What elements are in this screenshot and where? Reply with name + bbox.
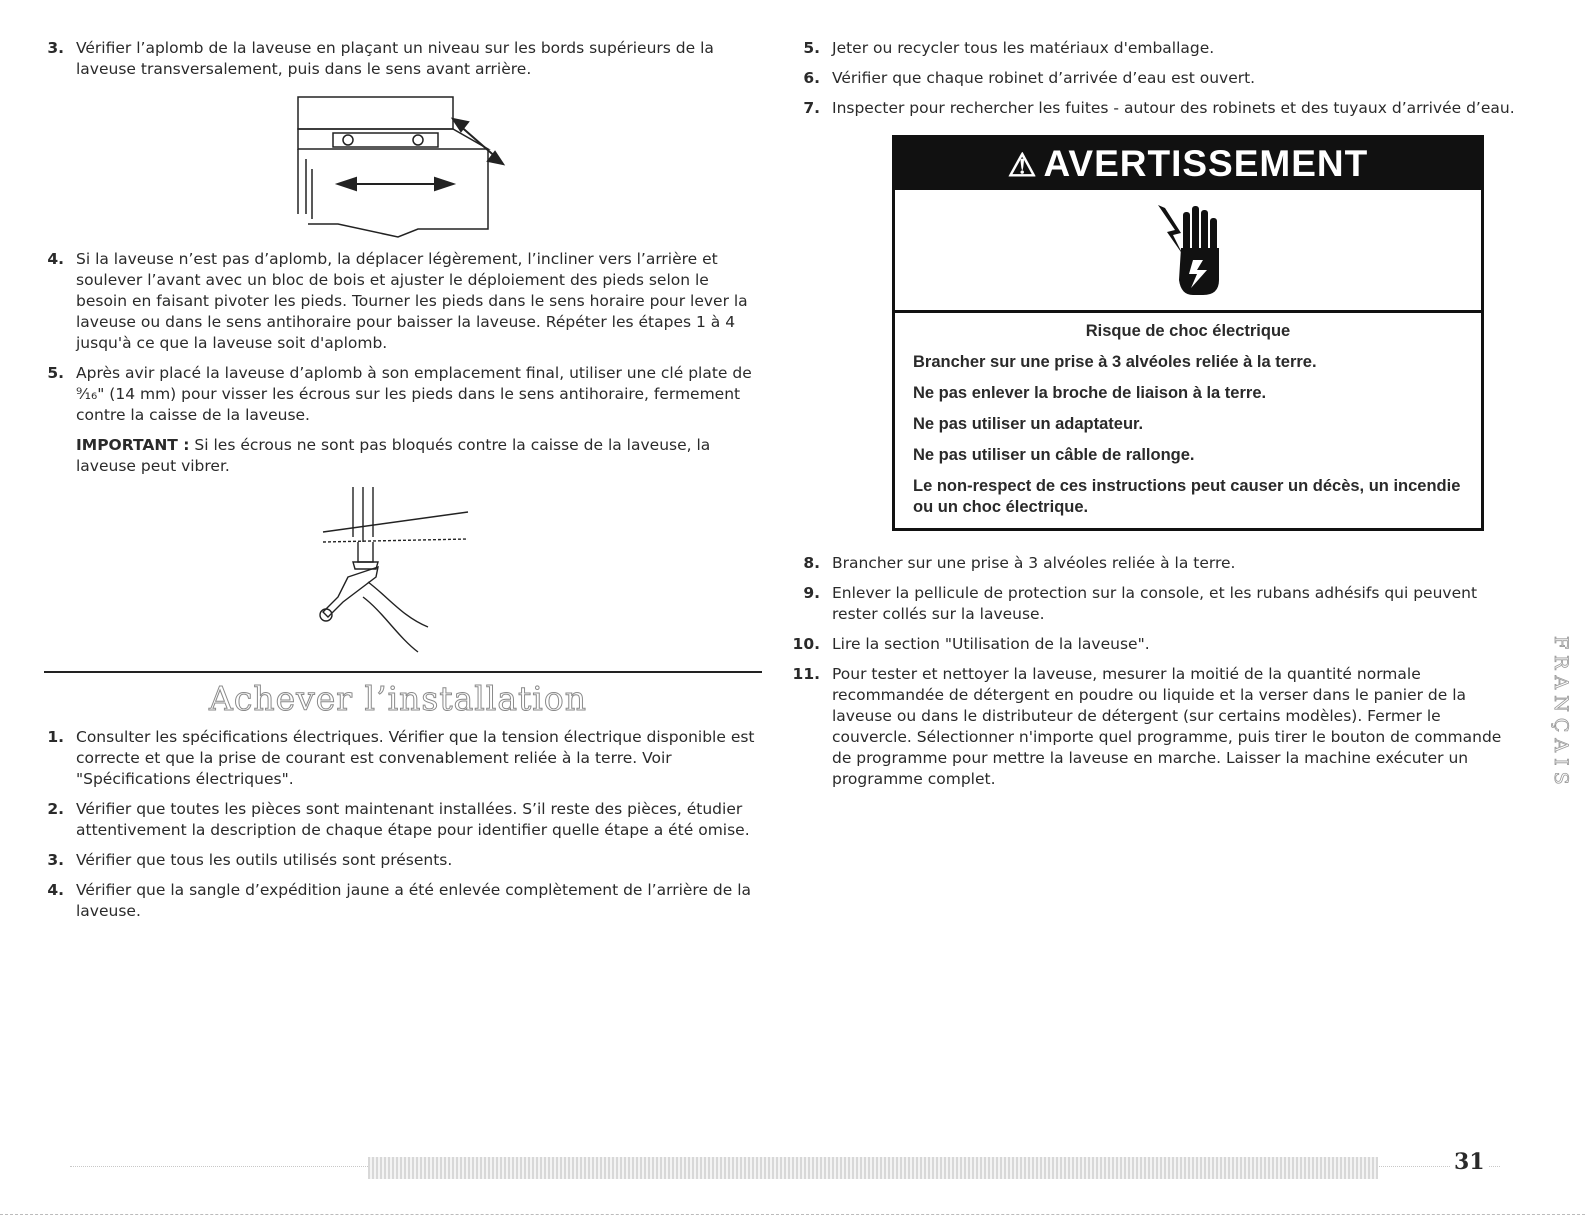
step-text: Brancher sur une prise à 3 alvéoles reliée à la terre.: [832, 554, 1236, 572]
warning-triangle-icon: ⚠: [1007, 147, 1038, 183]
page-number: 31: [1450, 1152, 1489, 1173]
steps-top-list: [34, 38, 762, 80]
list-item: [34, 249, 762, 354]
warning-line: Ne pas utiliser un câble de rallonge.: [913, 446, 1195, 464]
list-item: [34, 850, 762, 871]
warning-line: Ne pas enlever la broche de liaison à la terre.: [913, 384, 1267, 402]
step-number: 3.: [47, 851, 64, 869]
step-number: 3.: [47, 39, 64, 57]
list-item: [790, 38, 1520, 59]
bottom-rule: [0, 1214, 1585, 1215]
step-number: 1.: [47, 728, 64, 746]
list-item: [34, 38, 762, 80]
step-text: Après avir placé la laveuse d’aplomb à son emplacement final, utiliser une clé plate de ⁹⁄₁₆" (14 mm) pour visser les écrous sur les pieds dans le sens antihoraire, fermement contre la caisse de la laveuse.: [76, 364, 752, 424]
warning-line: Le non-respect de ces instructions peut causer un décès, un incendie ou un choc électrique.: [913, 477, 1461, 516]
list-item: [790, 583, 1520, 625]
section-divider: [44, 671, 762, 673]
step-text: Vérifier que la sangle d’expédition jaune a été enlevée complètement de l’arrière de la laveuse.: [76, 881, 752, 920]
step-number: 2.: [47, 800, 64, 818]
steps-bottom-list: [34, 727, 762, 922]
warning-line: Ne pas utiliser un adaptateur.: [913, 415, 1144, 433]
list-item: [34, 727, 762, 790]
list-item: [790, 98, 1520, 119]
step-number: 8.: [803, 554, 820, 572]
step-text: Lire la section "Utilisation de la laveuse".: [832, 635, 1150, 653]
step-number: 5.: [47, 364, 64, 382]
left-column: [34, 38, 762, 931]
section-title: Achever l’installation: [209, 679, 587, 718]
footer-bar: [368, 1157, 1378, 1179]
step-number: 5.: [803, 39, 820, 57]
list-item: [34, 799, 762, 841]
step-text: Vérifier que chaque robinet d’arrivée d’eau est ouvert.: [832, 69, 1256, 87]
step-number: 10.: [792, 635, 820, 653]
list-item: [34, 363, 762, 426]
important-label: IMPORTANT :: [76, 436, 190, 454]
step-number: 4.: [47, 881, 64, 899]
step-number: 7.: [803, 99, 820, 117]
electric-shock-hand-icon: [1153, 200, 1223, 300]
step-text: Si la laveuse n’est pas d’aplomb, la déplacer légèrement, l’incliner vers l’arrière et soulever l’avant avec un bloc de bois et ajuster le déploiement des pieds selon le besoin en faisant pivoter les pieds. Tourner les pieds dans le sens horaire pour lever la laveuse ou dans le sens antihoraire pour baisser la laveuse. Répéter les étapes 1 à 4 jusqu'à ce que la laveuse soit d'aplomb.: [76, 250, 748, 352]
steps-mid-list: [34, 249, 762, 426]
warning-line: Brancher sur une prise à 3 alvéoles reliée à la terre.: [913, 353, 1317, 371]
wrench-foot-illustration: [318, 487, 478, 657]
washer-level-illustration: [278, 89, 518, 239]
steps-top-list: [790, 38, 1520, 119]
step-number: 9.: [803, 584, 820, 602]
steps-bottom-list: [790, 553, 1520, 790]
step-text: Jeter ou recycler tous les matériaux d'emballage.: [832, 39, 1215, 57]
warning-header: [895, 138, 1481, 190]
language-side-label: FRANÇAIS: [1550, 636, 1572, 791]
step-text: Consulter les spécifications électriques. Vérifier que la tension électrique disponible est correcte et que la prise de courant est convenablement reliée à la terre. Voir "Spécifications électriques".: [76, 728, 755, 788]
warning-box: [892, 135, 1484, 531]
warning-icon-area: [895, 190, 1481, 313]
important-text: Si les écrous ne sont pas bloqués contre la caisse de la laveuse, la laveuse peut vibrer.: [76, 436, 711, 475]
step-number: 6.: [803, 69, 820, 87]
right-column: [790, 38, 1520, 799]
list-item: [790, 68, 1520, 89]
step-text: Vérifier que toutes les pièces sont maintenant installées. S’il reste des pièces, étudier attentivement la description de chaque étape pour identifier quelle étape a été omise.: [76, 800, 750, 839]
list-item: [790, 664, 1520, 790]
warning-title: AVERTISSEMENT: [1043, 143, 1369, 184]
warning-risk: Risque de choc électrique: [1085, 322, 1291, 340]
step-text: Enlever la pellicule de protection sur la console, et les rubans adhésifs qui peuvent rester collés sur la laveuse.: [832, 584, 1478, 623]
step-text: Vérifier l’aplomb de la laveuse en plaçant un niveau sur les bords supérieurs de la laveuse transversalement, puis dans le sens avant arrière.: [76, 39, 714, 78]
list-item: [34, 880, 762, 922]
step-number: 4.: [47, 250, 64, 268]
step-text: Inspecter pour rechercher les fuites - autour des robinets et des tuyaux d’arrivée d’eau.: [832, 99, 1515, 117]
step-number: 11.: [792, 665, 820, 683]
step-text: Pour tester et nettoyer la laveuse, mesurer la moitié de la quantité normale recommandée de détergent en poudre ou liquide et la verser dans le panier de la laveuse ou dans le distributeur de détergent (sur certains modèles). Fermer le couvercle. Sélectionner n'importe quel programme, puis tirer le bouton de commande de programme pour mettre la laveuse en marche. Laisser la machine exécuter un programme complet.: [832, 665, 1502, 788]
important-note: [34, 435, 762, 477]
step-text: Vérifier que tous les outils utilisés sont présents.: [76, 851, 453, 869]
warning-body: [895, 313, 1481, 528]
list-item: [790, 553, 1520, 574]
list-item: [790, 634, 1520, 655]
